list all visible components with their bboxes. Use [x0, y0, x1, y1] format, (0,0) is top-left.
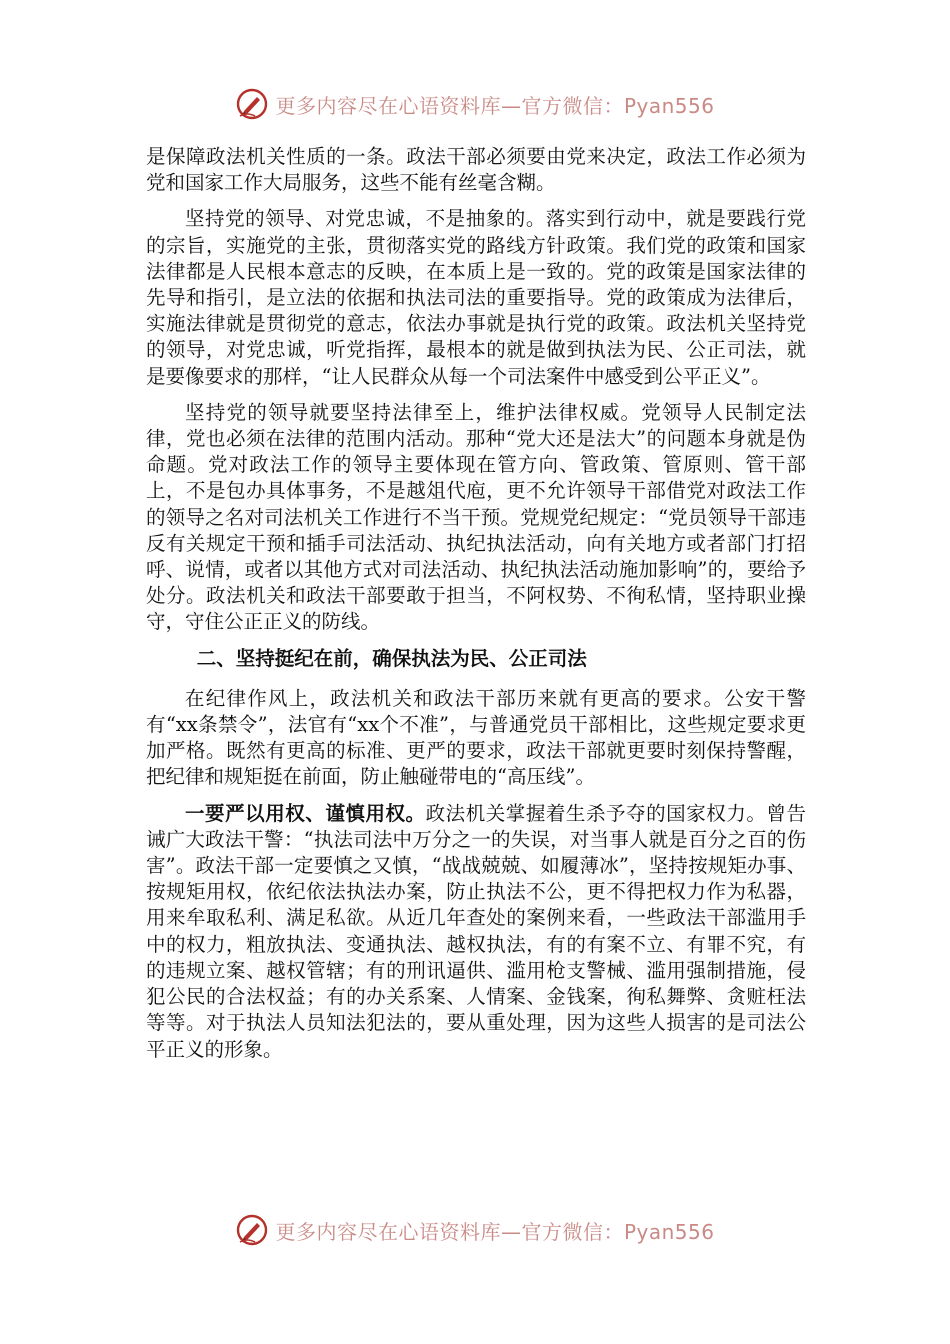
- watermark-text: 更多内容尽在心语资料库—官方微信：Pyan556: [275, 93, 715, 118]
- paragraph-rule-of-law: 坚持党的领导就要坚持法律至上，维护法律权威。党领导人民制定法律，党也必须在法律的范围内活动。那种“党大还是法大”的问题本身就是伪命题。党对政法工作的领导主要体现在管方向、管政策、管原则、管干部上，不是包办具体事务，不是越俎代庖，更不允许领导干部借党对政法工作的领导之名对司法机关工作进行不当干预。党规党纪规定：“党员领导干部违反有关规定干预和插手司法活动、执纪执法活动，向有关地方或者部门打招呼、说情，或者以其他方式对司法活动、执纪执法活动施加影响”的，要给予处分。政法机关和政法干部要敢于担当，不阿权势、不徇私情，坚持职业操守，守住公正正义的防线。: [146, 400, 806, 634]
- document-body: [146, 144, 806, 1073]
- paragraph-lead-sentence: 一要严以用权、谨慎用权。: [185, 801, 426, 825]
- paragraph-party-leadership: 坚持党的领导、对党忠诚，不是抽象的。落实到行动中，就是要践行党的宗旨，实施党的主张，贯彻落实党的路线方针政策。我们党的政策和国家法律都是人民根本意志的反映，在本质上是一致的。党的政策是国家法律的先导和指引，是立法的依据和执法司法的重要指导。党的政策成为法律后，实施法律就是贯彻党的意志，依法办事就是执行党的政策。政法机关坚持党的领导，对党忠诚，听党指挥，最根本的就是做到执法为民、公正司法，就是要像要求的那样，“让人民群众从每一个司法案件中感受到公平正义”。: [146, 207, 806, 388]
- section-heading: 二、坚持挺纪在前，确保执法为民、公正司法: [196, 646, 587, 670]
- header-watermark: [0, 84, 950, 124]
- pen-logo-icon: [235, 1213, 269, 1247]
- paragraph-discipline: 在纪律作风上，政法机关和政法干部历来就有更高的要求。公安干警有“xx条禁令”，法官有“xx个不准”，与普通党员干部相比，这些规定要求更加严格。既然有更高的标准、更严的要求，政法干部就更要时刻保持警醒，把纪律和规矩挺在前面，防止触碰带电的“高压线”。: [146, 686, 806, 789]
- footer-watermark: [0, 1210, 950, 1250]
- paragraph-body-text: 政法机关掌握着生杀予夺的国家权力。曾告诫广大政法干警：“执法司法中万分之一的失误，对当事人就是百分之百的伤害”。政法干部一定要慎之又慎，“战战兢兢、如履薄冰”，坚持按规矩办事、按规矩用权，依纪依法执法办案，防止执法不公，更不得把权力作为私器，用来牟取私利、满足私欲。从近几年查处的案例来看，一些政法干部滥用手中的权力，粗放执法、变通执法、越权执法，有的有案不立、有罪不究，有的违规立案、越权管辖；有的刑讯逼供、滥用枪支警械、滥用强制措施，侵犯公民的合法权益；有的办关系案、人情案、金钱案，徇私舞弊、贪赃枉法等等。对于执法人员知法犯法的，要从重处理，因为这些人损害的是司法公平正义的形象。: [146, 801, 806, 1061]
- watermark-text: 更多内容尽在心语资料库—官方微信：Pyan556: [275, 1219, 715, 1244]
- pen-logo-icon: [235, 87, 269, 121]
- paragraph-use-of-power: [146, 801, 806, 1063]
- paragraph-continuation: 是保障政法机关性质的一条。政法干部必须要由党来决定，政法工作必须为党和国家工作大局服务，这些不能有丝毫含糊。: [146, 145, 806, 195]
